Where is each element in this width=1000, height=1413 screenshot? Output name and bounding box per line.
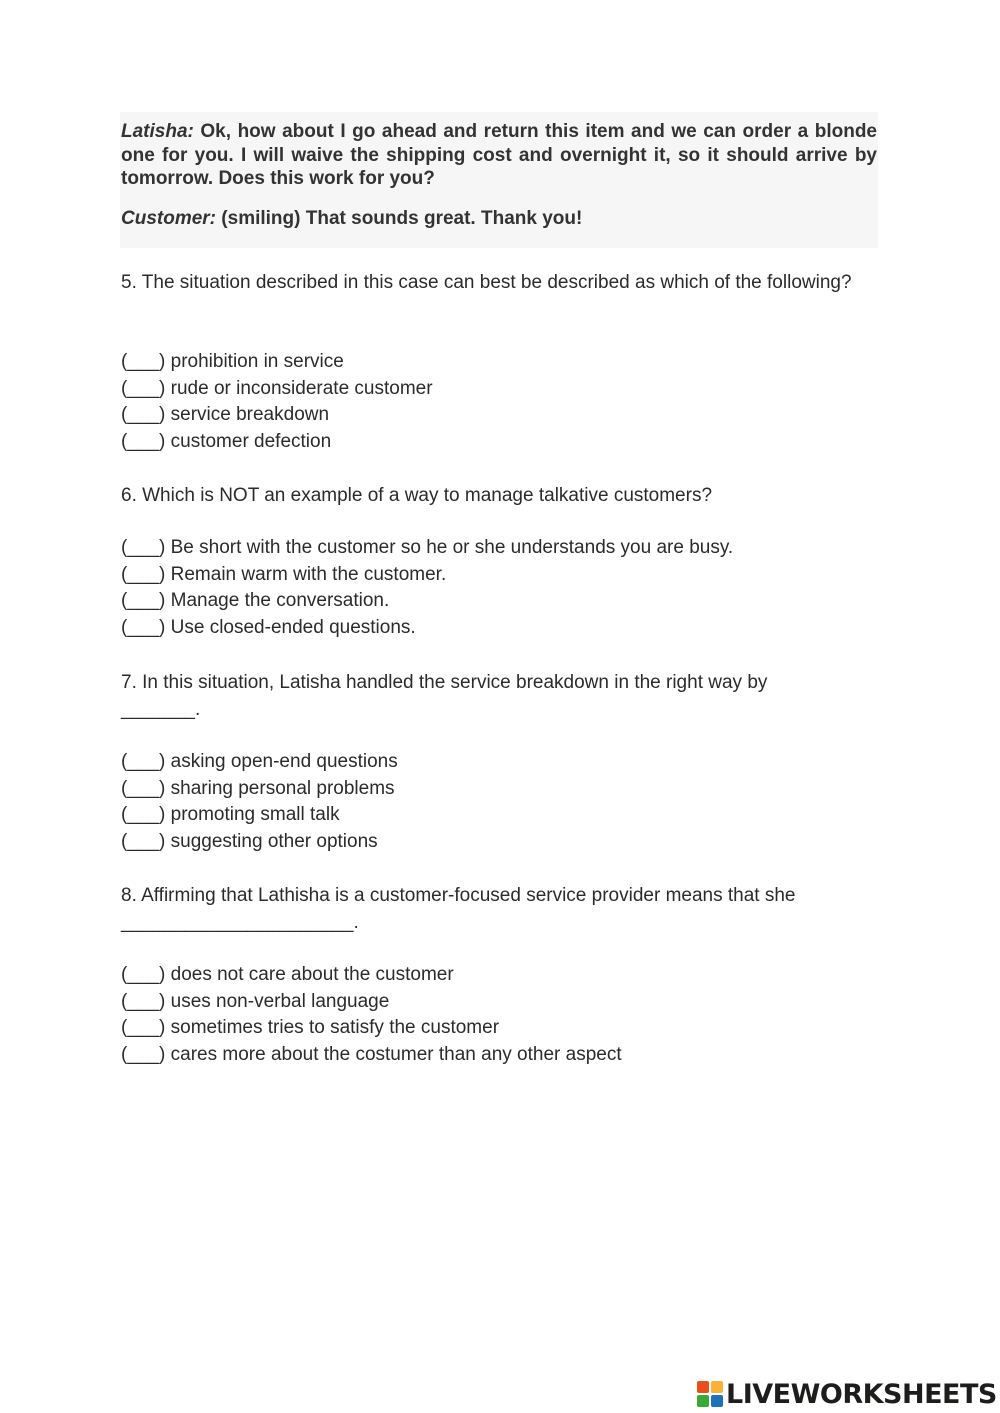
latisha-text: Ok, how about I go ahead and return this item and we can order a blonde one for you. I will waive the shipping cost and overnight it, so it should arrive by tomorrow. Does this work for you? — [121, 121, 878, 189]
option-item[interactable]: (___) Be short with the customer so he or she understands you are busy. — [121, 537, 734, 558]
customer-line — [121, 207, 877, 231]
option-item[interactable]: (___) sharing personal problems — [121, 777, 395, 799]
option-item[interactable]: (___) Use closed-ended questions. — [121, 617, 416, 639]
question-5-options — [121, 349, 433, 456]
option-item[interactable]: (___) prohibition in service — [121, 351, 344, 372]
latisha-line — [121, 120, 877, 191]
option-item[interactable]: (___) sometimes tries to satisfy the customer — [121, 1017, 500, 1039]
question-7-text: 7. In this situation, Latisha handled the service breakdown in the right way by — [121, 672, 768, 693]
option-item[interactable]: (___) uses non-verbal language — [121, 990, 390, 1012]
question-6-options — [121, 535, 733, 642]
latisha-speaker: Latisha: — [121, 121, 194, 142]
question-7 — [121, 669, 861, 723]
option-item[interactable]: (___) rude or inconsiderate customer — [121, 377, 433, 399]
dialogue-box — [120, 112, 878, 248]
option-item[interactable]: (___) asking open-end questions — [121, 751, 398, 772]
option-item[interactable]: (___) does not care about the customer — [121, 964, 454, 985]
option-item[interactable]: (___) Remain warm with the customer. — [121, 563, 447, 585]
option-item[interactable]: (___) suggesting other options — [121, 831, 378, 853]
liveworksheets-logo — [697, 1376, 997, 1412]
question-8-options — [121, 962, 622, 1069]
question-7-options — [121, 749, 398, 856]
option-item[interactable]: (___) Manage the conversation. — [121, 590, 390, 612]
question-5: 5. The situation described in this case can best be described as which of the following? — [121, 272, 852, 293]
question-6: 6. Which is NOT an example of a way to manage talkative customers? — [121, 485, 713, 506]
option-item[interactable]: (___) cares more about the costumer than any other aspect — [121, 1044, 622, 1066]
question-8-text: 8. Affirming that Lathisha is a customer-focused service provider means that she — [121, 885, 796, 906]
answer-blank[interactable]: _______. — [121, 699, 201, 720]
option-item[interactable]: (___) promoting small talk — [121, 804, 340, 826]
customer-text: (smiling) That sounds great. Thank you! — [221, 207, 583, 229]
question-8 — [121, 882, 861, 936]
answer-blank[interactable]: ______________________. — [121, 912, 359, 933]
liveworksheets-logo-icon — [697, 1381, 723, 1407]
customer-speaker: Customer: — [121, 207, 217, 229]
option-item[interactable]: (___) customer defection — [121, 431, 332, 453]
option-item[interactable]: (___) service breakdown — [121, 404, 330, 426]
logo-text: LIVEWORKSHEETS — [726, 1378, 997, 1410]
